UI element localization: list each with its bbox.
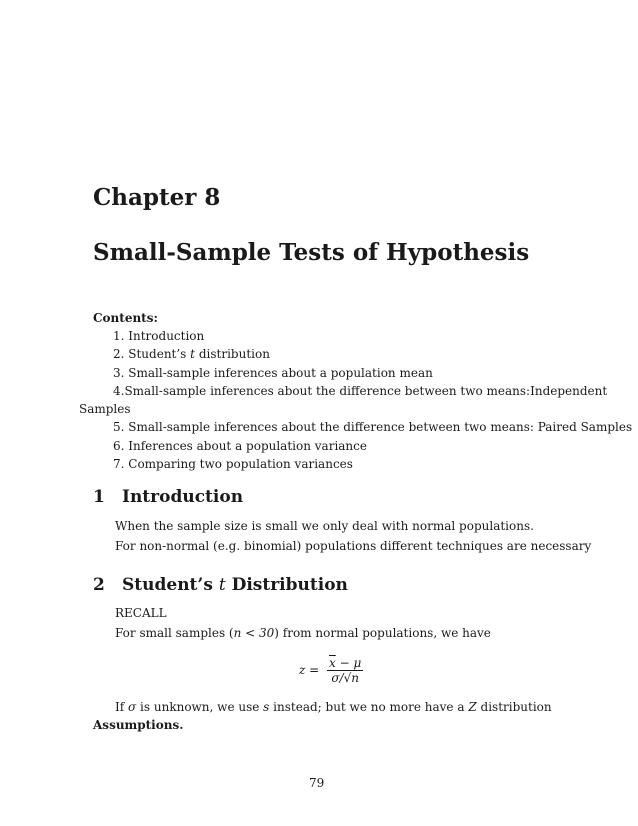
toc-item-7: 7. Comparing two population variances <box>113 457 353 472</box>
toc-item-5: 5. Small-sample inferences about the difference between two means: Paired Samples <box>113 420 633 435</box>
section-1-heading <box>93 487 243 507</box>
chapter-label: Chapter 8 <box>93 184 221 211</box>
paragraph-line: For non-normal (e.g. binomial) populations different techniques are necessary <box>115 539 592 553</box>
toc-item-4-continuation: Samples <box>79 402 131 417</box>
assumptions-label: Assumptions. <box>93 718 184 732</box>
toc-item-2: 2. Student’s t distribution <box>113 347 270 362</box>
small-samples-line: For small samples (n < 30) from normal populations, we have <box>115 626 491 640</box>
section-number: 1 <box>93 487 105 507</box>
page-number: 79 <box>309 776 325 790</box>
section-2-heading: 2 Student’s t Distribution <box>93 575 348 595</box>
toc-item-1: 1. Introduction <box>113 329 205 343</box>
chapter-title: Small-Sample Tests of Hypothesis <box>93 239 530 266</box>
toc-item-4: 4. Small-sample inferences about the difference between two means: Independent <box>113 383 608 398</box>
introduction-text <box>115 516 591 556</box>
paragraph-line: When the sample size is small we only deal with normal populations. <box>115 519 534 533</box>
recall-text <box>115 603 491 643</box>
section-title: Introduction <box>122 487 244 507</box>
contents-label: Contents: <box>93 311 158 325</box>
toc-item-6: 6. Inferences about a population variance <box>113 438 367 453</box>
toc-item-3: 3. Small-sample inferences about a population mean <box>113 365 433 380</box>
sigma-unknown-line: If σ is unknown, we use s instead; but we no more have a Z distribution <box>115 700 552 714</box>
section-number: 2 <box>93 575 105 595</box>
fraction: $\frac{\overline{x} - \mu}{\sigma/√n}$ <box>329 656 362 685</box>
recall-label: RECALL <box>115 606 167 620</box>
z-formula: z = $\frac{\overline{x} - \mu}{\sigma/√n}$ <box>299 656 362 685</box>
table-of-contents <box>79 327 633 473</box>
